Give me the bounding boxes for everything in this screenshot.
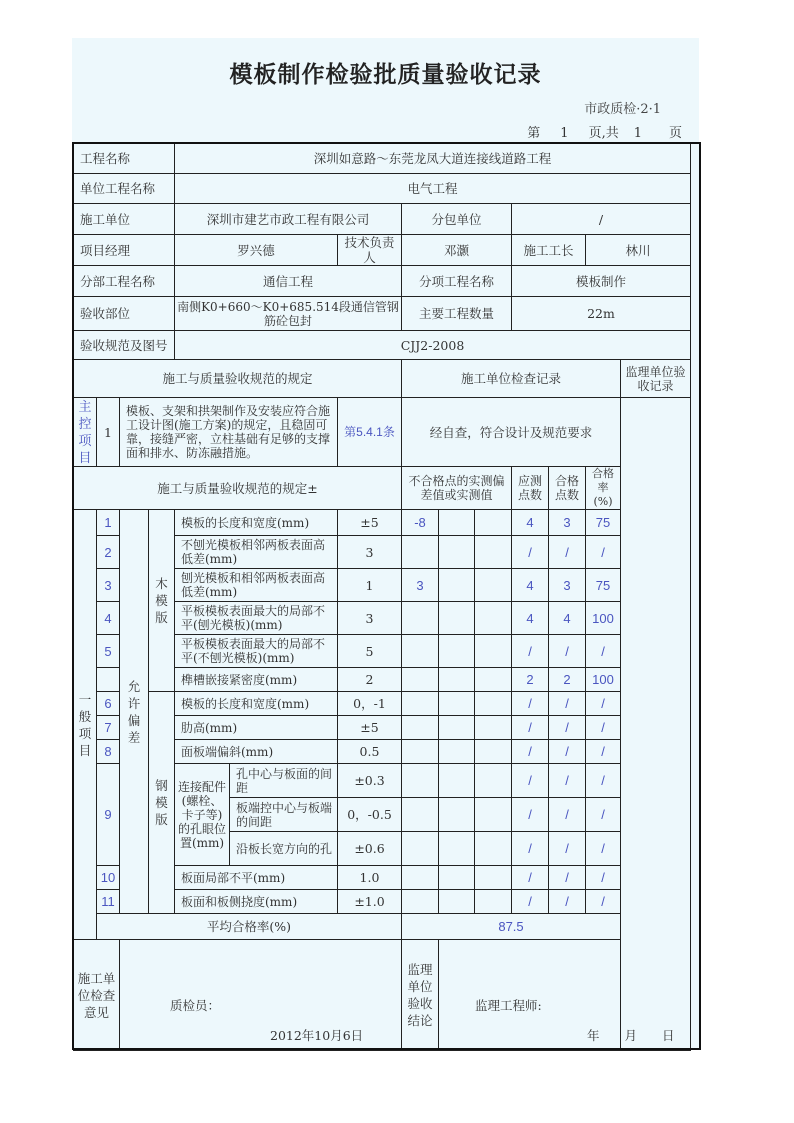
row-deviation: -8	[402, 510, 439, 536]
row-pass: 3	[549, 510, 586, 536]
row-deviation	[439, 692, 475, 716]
row-deviation	[402, 866, 439, 890]
row-tolerance: ±0.6	[338, 832, 402, 866]
row-deviation	[402, 692, 439, 716]
row-deviation	[475, 536, 512, 569]
row-deviation	[402, 668, 439, 692]
row-points: /	[512, 692, 549, 716]
subitem-value: 模板制作	[512, 266, 691, 297]
page-mid: 页,共	[588, 126, 619, 141]
row-rate: /	[586, 716, 621, 740]
check-header: 施工单位检查记录	[402, 360, 621, 398]
pm-value: 罗兴德	[175, 235, 338, 266]
row-deviation	[439, 890, 475, 914]
row-rate: 100	[586, 602, 621, 635]
average-rate-value: 87.5	[402, 914, 621, 940]
row-points: /	[512, 716, 549, 740]
division-value: 通信工程	[175, 266, 402, 297]
row-deviation	[439, 668, 475, 692]
row-tolerance: ±5	[338, 510, 402, 536]
spec-value: CJJ2-2008	[175, 331, 691, 360]
row-deviation	[475, 740, 512, 764]
row-deviation	[439, 764, 475, 798]
row-no: 2	[97, 536, 120, 569]
row-item: 榫槽嵌接紧密度(mm)	[175, 668, 338, 692]
row-item: 不刨光模板相邻两板表面高低差(mm)	[175, 536, 338, 569]
row-pass: /	[549, 832, 586, 866]
subcontractor-label: 分包单位	[402, 204, 512, 235]
row-pass: 2	[549, 668, 586, 692]
average-rate-label: 平均合格率(%)	[97, 914, 402, 940]
row-item: 孔中心与板面的间距	[230, 764, 338, 798]
row-deviation	[402, 536, 439, 569]
row-rate: 75	[586, 510, 621, 536]
row-no: 7	[97, 716, 120, 740]
row-deviation	[475, 798, 512, 832]
subcontractor-value: /	[512, 204, 691, 235]
row-deviation	[475, 866, 512, 890]
row-deviation	[402, 635, 439, 668]
row-rate: /	[586, 764, 621, 798]
supervisor-date: 年 月 日	[587, 1028, 675, 1043]
row-rate: 75	[586, 569, 621, 602]
row-tolerance: 1	[338, 569, 402, 602]
row-tolerance: 1.0	[338, 866, 402, 890]
row-deviation	[439, 510, 475, 536]
row-pass: 4	[549, 602, 586, 635]
row-tolerance: 0.5	[338, 740, 402, 764]
project-value: 深圳如意路～东莞龙凤大道连接线道路工程	[175, 144, 691, 174]
row-deviation	[475, 764, 512, 798]
row-pass: /	[549, 635, 586, 668]
row-pass: /	[549, 866, 586, 890]
foreman-value: 林川	[586, 235, 691, 266]
division-label: 分部工程名称	[74, 266, 175, 297]
row-deviation	[439, 832, 475, 866]
main-control-text: 模板、支架和拱架制作及安装应符合施工设计图(施工方案)的规定，且稳固可靠，接缝严密，立柱基础有足够的支撑面和排水、防冻融措施。	[120, 398, 338, 467]
row-deviation	[439, 536, 475, 569]
page-indicator	[0, 122, 682, 141]
row-deviation	[475, 569, 512, 602]
row-deviation	[439, 602, 475, 635]
allowable-deviation-label: 允许偏差	[120, 510, 149, 914]
row-item: 面板端偏斜(mm)	[175, 740, 338, 764]
spec-label: 验收规范及图号	[74, 331, 175, 360]
row-deviation	[475, 832, 512, 866]
contractor-opinion-label: 施工单位检查意见	[74, 940, 120, 1051]
row-pass: /	[549, 692, 586, 716]
main-control-no: 1	[97, 398, 120, 467]
row-deviation	[439, 635, 475, 668]
form-code: 市政质检·2·1	[584, 102, 661, 117]
row-deviation	[475, 668, 512, 692]
row-rate: /	[586, 536, 621, 569]
row-rate: /	[586, 890, 621, 914]
unit-label: 单位工程名称	[74, 174, 175, 204]
row-no: 1	[97, 510, 120, 536]
row-points: 4	[512, 602, 549, 635]
row-pass: /	[549, 740, 586, 764]
row-rate: /	[586, 832, 621, 866]
location-value: 南侧K0+660～K0+685.514段通信管钢筋砼包封	[175, 297, 402, 331]
contractor-label: 施工单位	[74, 204, 175, 235]
rate-header: 合格率(%)	[586, 467, 621, 510]
row-item: 板面局部不平(mm)	[175, 866, 338, 890]
contractor-value: 深圳市建艺市政工程有限公司	[175, 204, 402, 235]
row-points: /	[512, 832, 549, 866]
row-deviation	[402, 764, 439, 798]
row-deviation	[402, 602, 439, 635]
row-points: /	[512, 890, 549, 914]
main-control-label: 主控项目	[74, 398, 97, 467]
page-suffix: 页	[668, 126, 682, 141]
row-points: /	[512, 866, 549, 890]
row-points: /	[512, 635, 549, 668]
row-rate: /	[586, 740, 621, 764]
row-tolerance: ±0.3	[338, 764, 402, 798]
unit-value: 电气工程	[175, 174, 691, 204]
row-points: /	[512, 764, 549, 798]
row-no: 8	[97, 740, 120, 764]
tech-label: 技术负责人	[338, 235, 402, 266]
row-item: 板面和板侧挠度(mm)	[175, 890, 338, 914]
row-points: 4	[512, 510, 549, 536]
points-header: 应测点数	[512, 467, 549, 510]
row-deviation	[475, 692, 512, 716]
row-pass: /	[549, 764, 586, 798]
row-tolerance: ±1.0	[338, 890, 402, 914]
main-control-clause: 第5.4.1条	[338, 398, 402, 467]
spec-tolerance-header: 施工与质量验收规范的规定±	[74, 467, 402, 510]
row-no: 9	[97, 764, 120, 866]
supervisor-opinion-cell	[439, 940, 691, 1051]
row-pass: /	[549, 890, 586, 914]
page-prefix: 第	[527, 126, 541, 141]
row-rate: 100	[586, 668, 621, 692]
pass-points-header: 合格点数	[549, 467, 586, 510]
row-tolerance: 0，-0.5	[338, 798, 402, 832]
row-tolerance: 2	[338, 668, 402, 692]
row-deviation	[475, 602, 512, 635]
foreman-label: 施工工长	[512, 235, 586, 266]
row-pass: 3	[549, 569, 586, 602]
quantity-label: 主要工程数量	[402, 297, 512, 331]
contractor-opinion-cell	[120, 940, 402, 1051]
row-no: 5	[97, 635, 120, 668]
row-points: 4	[512, 569, 549, 602]
pm-label: 项目经理	[74, 235, 175, 266]
wood-formwork-label: 木模版	[149, 510, 175, 692]
supervisor-header: 监理单位验收记录	[621, 360, 691, 398]
row-points: /	[512, 798, 549, 832]
row-deviation: 3	[402, 569, 439, 602]
row-rate: /	[586, 692, 621, 716]
main-control-result: 经自查，符合设计及规范要求	[402, 398, 621, 467]
row-deviation	[402, 740, 439, 764]
row-points: 2	[512, 668, 549, 692]
row-no: 10	[97, 866, 120, 890]
row-points: /	[512, 740, 549, 764]
contractor-date: 2012年10月6日	[270, 1028, 364, 1043]
row-deviation	[439, 716, 475, 740]
row-item: 平板模板表面最大的局部不平(刨光模板)(mm)	[175, 602, 338, 635]
row-deviation	[439, 569, 475, 602]
inspection-table	[73, 143, 691, 1051]
row-deviation	[475, 890, 512, 914]
engineer-label: 监理工程师:	[475, 998, 542, 1013]
row-item: 平板模板表面最大的局部不平(不刨光模板)(mm)	[175, 635, 338, 668]
quantity-value: 22m	[512, 297, 691, 331]
row-item: 模板的长度和宽度(mm)	[175, 510, 338, 536]
row-pass: /	[549, 536, 586, 569]
row-tolerance: 5	[338, 635, 402, 668]
row-item: 刨光模板和相邻两板表面高低差(mm)	[175, 569, 338, 602]
row-pass: /	[549, 716, 586, 740]
row-item: 沿板长宽方向的孔	[230, 832, 338, 866]
subitem-label: 分项工程名称	[402, 266, 512, 297]
row-rate: /	[586, 866, 621, 890]
row-deviation	[402, 716, 439, 740]
row-deviation	[439, 866, 475, 890]
row-no: 6	[97, 692, 120, 716]
row-deviation	[439, 740, 475, 764]
inspector-label: 质检员：	[170, 998, 221, 1013]
row-deviation	[402, 832, 439, 866]
row-points: /	[512, 536, 549, 569]
row-no	[97, 668, 120, 692]
row-deviation	[475, 716, 512, 740]
row-deviation	[439, 798, 475, 832]
supervisor-opinion-label: 监理单位验收结论	[402, 940, 439, 1051]
row-no: 11	[97, 890, 120, 914]
general-label: 一般项目	[74, 510, 97, 940]
row-tolerance: ±5	[338, 716, 402, 740]
tech-value: 邓灏	[402, 235, 512, 266]
deviation-header: 不合格点的实测偏差值或实测值	[402, 467, 512, 510]
row-no: 4	[97, 602, 120, 635]
spec-header: 施工与质量验收规范的规定	[74, 360, 402, 398]
location-label: 验收部位	[74, 297, 175, 331]
row-rate: /	[586, 635, 621, 668]
row-item: 板端控中心与板端的间距	[230, 798, 338, 832]
row-tolerance: 3	[338, 536, 402, 569]
project-label: 工程名称	[74, 144, 175, 174]
row-tolerance: 0，-1	[338, 692, 402, 716]
row-deviation	[475, 510, 512, 536]
row-rate: /	[586, 798, 621, 832]
form-title: 模板制作检验批质量验收记录	[229, 62, 542, 88]
row-deviation	[402, 798, 439, 832]
connector-label: 连接配件(螺栓、卡子等)的孔眼位置(mm)	[175, 764, 230, 866]
steel-formwork-label: 钢模版	[149, 692, 175, 914]
row-deviation	[475, 635, 512, 668]
page-total: 1	[633, 126, 642, 141]
row-item: 肋高(mm)	[175, 716, 338, 740]
row-item: 模板的长度和宽度(mm)	[175, 692, 338, 716]
row-pass: /	[549, 798, 586, 832]
row-deviation	[402, 890, 439, 914]
page-number: 1	[560, 126, 569, 141]
row-no: 3	[97, 569, 120, 602]
row-tolerance: 3	[338, 602, 402, 635]
